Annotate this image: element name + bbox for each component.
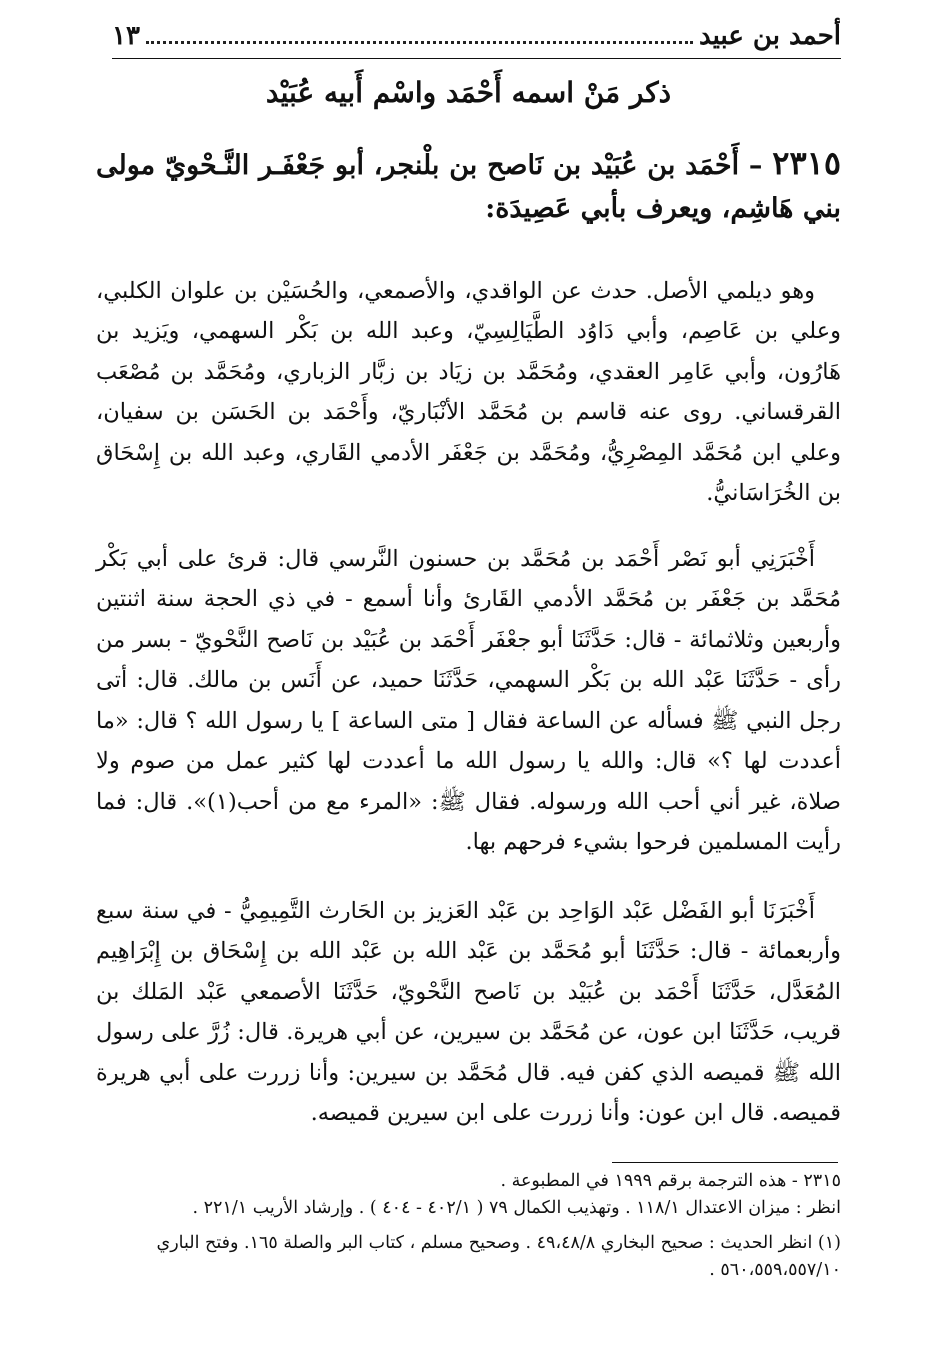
footnote-separator — [612, 1162, 838, 1163]
footnotes — [96, 1168, 841, 1284]
entry-number: ٢٣١٥ — [772, 144, 841, 182]
entry-heading — [96, 142, 841, 230]
section-heading: ذكر مَنْ اسمه أَحْمَد واسْم أَبيه عُبَيْد — [265, 76, 672, 109]
footnote-sources: انظر : ميزان الاعتدال ١١٨/١ . وتهذيب الكمال ٧٩ ( ٤٠٢/١ - ٤٠٤ ) . وإرشاد الأريب ٢٢١/١ . — [192, 1198, 841, 1218]
page-header — [112, 14, 841, 59]
entry-heading-text: – أَحْمَد بن عُبَيْد بن نَاصح بن بلْنجر، أبو جَعْفَـر النَّـحْويّ مولى بني هَاشِم، ويعرف بأبي عَصِيدَة: — [96, 150, 841, 224]
paragraph-biography: وهو ديلمي الأصل. حدث عن الواقدي، والأصمعي، والحُسَيْن بن علوان الكلبي، وعلي بن عَاصِم، وأبي دَاوُد الطَّيَالِسِيّ، وعبد الله بن بَكْر السهمي، ويَزيد بن هَارُون، وأبي عَامِر العقدي، ومُحَمَّد بن زيَاد بن زبَّار الزباري، ومُحَمَّد بن مُصْعَب القرقساني. روى عنه قاسم بن مُحَمَّد الأنْبَاريّ، وأَحْمَد بن الحَسَن بن سفيان، وعلي ابن مُحَمَّد المِصْرِيُّ، ومُحَمَّد بن جَعْفَر الأدمي القَاري، وعبد الله بن إِسْحَاق بن الخُرَاسَانيُّ. — [96, 277, 841, 506]
page-number: ١٣ — [112, 21, 140, 51]
paragraph-hadith-1: أَخْبَرَنِي أبو نَصْر أَحْمَد بن مُحَمَّد بن حسنون النَّرسي قال: قرئ على أبي بَكْر مُحَمَّد بن جَعْفَر بن مُحَمَّد الأدمي القَارئ وأنا أسمع - في ذي الحجة سنة اثنتين وأربعين وثلاثمائة - قال: حَدَّثَنَا أبو جعْفَر أَحْمَد بن عُبَيْد بن نَاصح النَّحْويّ - بسر من رأى - حَدَّثَنَا عَبْد الله بن بَكْر السهمي، حَدَّثَنَا حميد، عن أَنَس بن مالك. قال: أتى رجل النبي ﷺ فسأله عن الساعة فقال [ متى الساعة ] يا رسول الله ؟ قال: «ما أعددت لها ؟» قال: والله يا رسول الله ما أعددت لها كثير عمل من صوم ولا صلاة، غير أني أحب الله ورسوله. فقال ﷺ: «المرء مع من أحب(١)». قال: فما رأيت المسلمين فرحوا بشيء فرحهم بها. — [96, 545, 841, 855]
running-title: أحمد بن عبيد — [699, 21, 841, 51]
footnote-spacer — [96, 1222, 841, 1230]
paragraph-hadith-2: أَخْبَرَنَا أبو الفَضْل عَبْد الوَاحِد بن عَبْد العَزيز بن الحَارث التَّمِيمِيُّ - في سنة سبع وأربعمائة - قال: حَدَّثَنَا أبو مُحَمَّد بن عَبْد الله بن عَبْد الله بن إِسْحَاق بن إِبْرَاهِيم المُعَدَّل، حَدَّثَنَا أَحْمَد بن عُبَيْد بن نَاصح النَّحْويّ، حَدَّثَنَا الأصمعي عَبْد المَلك بن قريب، حَدَّثَنَا ابن عون، عن مُحَمَّد بن سيرين، عن أبي هريرة. قال: زُرَّ على رسول الله ﷺ قميصه الذي كفن فيه. قال مُحَمَّد بن سيرين: وأنا زررت على أبي هريرة قميصه. قال ابن عون: وأنا زررت على ابن سيرين قميصه. — [96, 897, 841, 1126]
leader-dots — [146, 41, 693, 44]
footnote-entry-note: ٢٣١٥ - هذه الترجمة برقم ١٩٩٩ في المطبوعة . — [500, 1171, 841, 1191]
footnote-1: (١) انظر الحديث : صحيح البخاري ٤٩،٤٨/٨ . وصحيح مسلم ، كتاب البر والصلة ١٦٥. وفتح الباري ٥٦٠،٥٥٩،٥٥٧/١٠ . — [156, 1233, 841, 1280]
